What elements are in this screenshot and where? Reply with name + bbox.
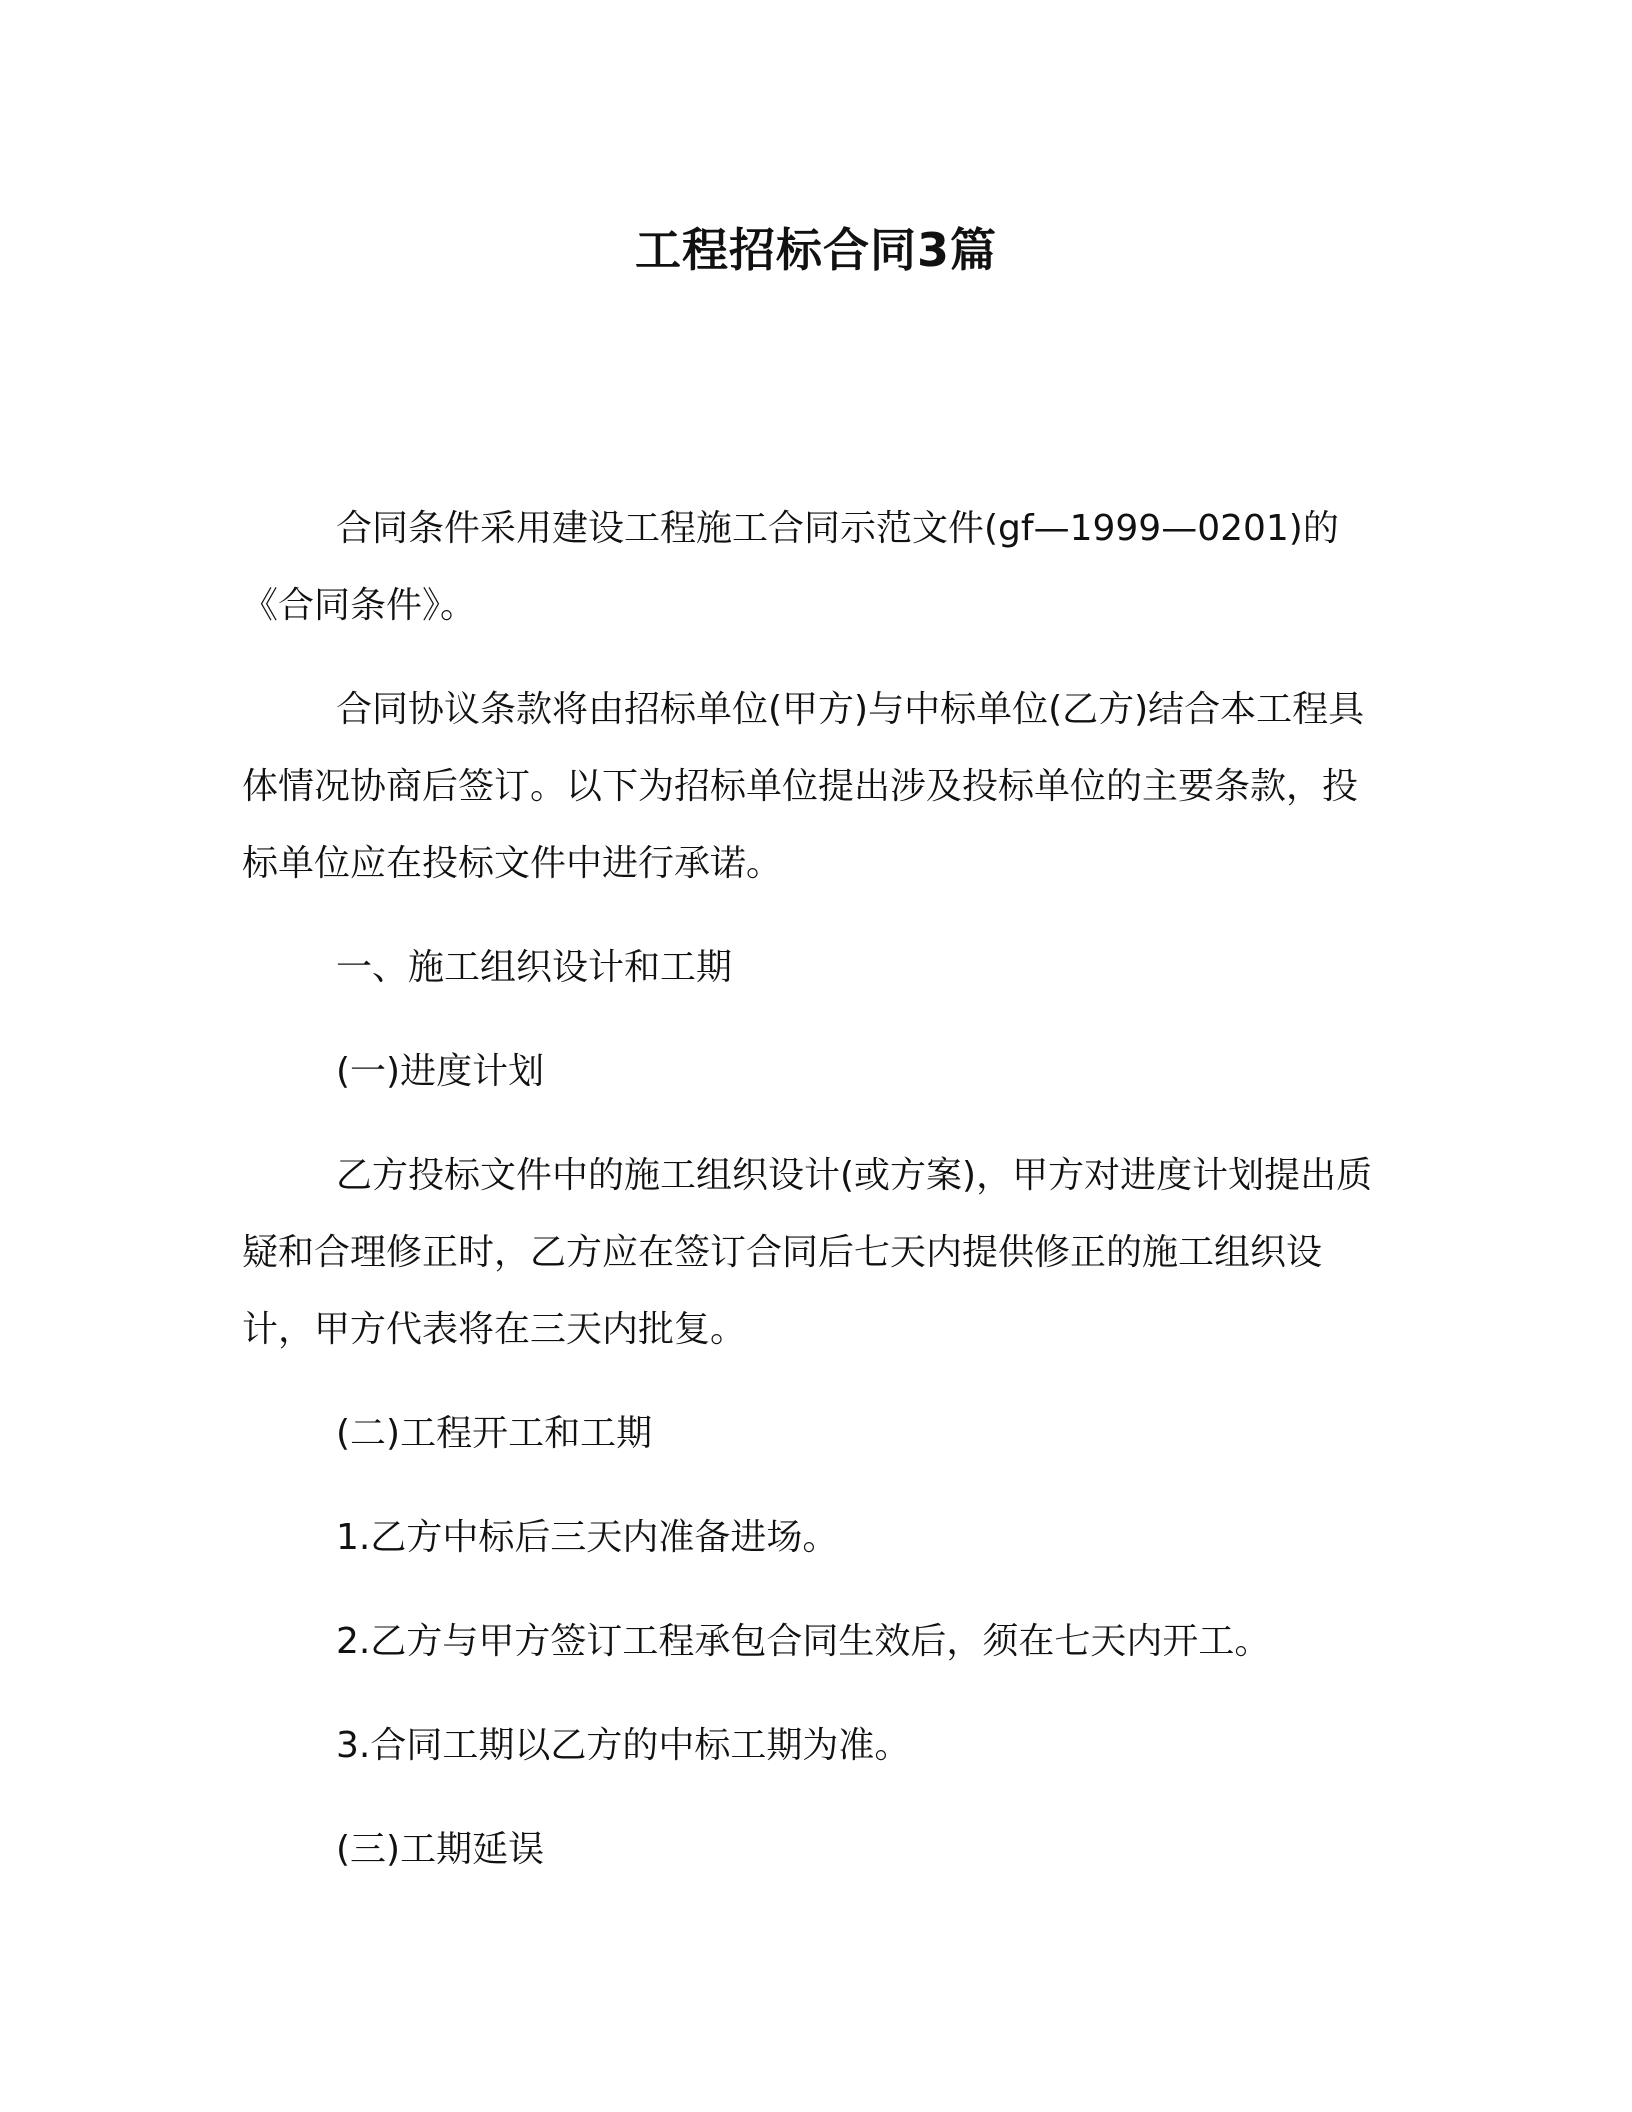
document-title: 工程招标合同3篇 — [634, 223, 997, 277]
paragraph-schedule-details: 乙方投标文件中的施工组织设计(或方案)，甲方对进度计划提出质疑和合理修正时，乙方应在签订合同后七天内提供修正的施工组织设计，甲方代表将在三天内批复。 — [242, 1155, 1373, 1350]
paragraph-agreement-terms: 合同协议条款将由招标单位(甲方)与中标单位(乙方)结合本工程具体情况协商后签订。以下为招标单位提出涉及投标单位的主要条款，投标单位应在投标文件中进行承诺。 — [242, 689, 1365, 884]
document-body — [242, 490, 1390, 1915]
subheading-schedule: (一)进度计划 — [336, 1051, 545, 1092]
list-item-1: 1.乙方中标后三天内准备进场。 — [336, 1517, 839, 1558]
paragraph-contract-conditions: 合同条件采用建设工程施工合同示范文件(gf—1999—0201)的《合同条件》。 — [242, 508, 1339, 626]
list-item-2: 2.乙方与甲方签订工程承包合同生效后，须在七天内开工。 — [336, 1621, 1271, 1662]
heading-construction-design: 一、施工组织设计和工期 — [336, 947, 733, 988]
subheading-delay: (三)工期延误 — [336, 1829, 545, 1870]
list-item-3: 3.合同工期以乙方的中标工期为准。 — [336, 1725, 911, 1766]
subheading-start-and-duration: (二)工程开工和工期 — [336, 1413, 653, 1454]
